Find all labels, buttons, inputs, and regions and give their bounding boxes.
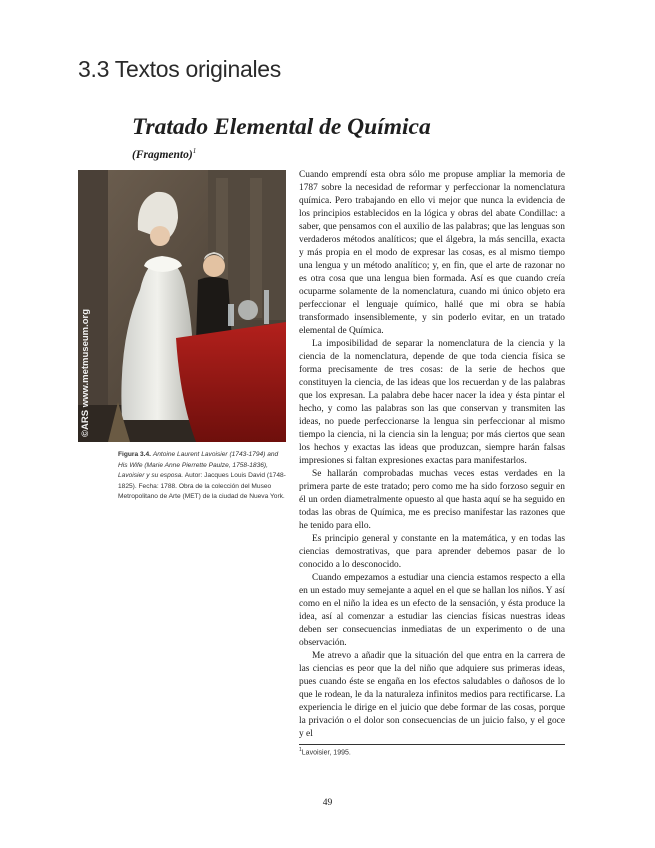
footnote — [299, 747, 351, 756]
figure-caption-title: Antoine Laurent Lavoisier (1743-1794) and His Wife (Marie Anne Pierrette Paulze, 1758-1836), Lavoisier y su esposa. — [118, 451, 279, 479]
paragraph: Me atrevo a añadir que la situación del que entra en la carrera de las ciencias es peor que la del niño que adquiere sus primeras ideas, pues cuando éste se engaña en los efectos saludables o dañosos de lo que le rodean, le da la naturaleza infinitos medios para rectificarse. La experiencia le dirige en el juicio que debe formar de las cosas, porque la privación o el dolor son consecuencias de un juicio falso, y el goce y el — [299, 651, 565, 739]
subtitle-text: (Fragmento) — [132, 148, 193, 161]
page-number: 49 — [322, 798, 333, 808]
section-heading: 3.3 Textos originales — [78, 56, 281, 82]
footnote-divider — [299, 744, 565, 745]
document-title: Tratado Elemental de Química — [132, 114, 431, 140]
painting-illustration — [78, 170, 286, 442]
figure-label: Figura 3.4. — [118, 451, 151, 458]
paragraph: Cuando emprendí esta obra sólo me propuse ampliar la memoria de 1787 sobre la necesidad de reformar y perfeccionar la nomenclatura química. Pero trabajando en ello vi mejor que nunca la evidencia de los principios establecidos en la lógica y obras del abate Condillac: a saber, que pensamos con el auxilio de las palabras; que las lenguas son verdaderos métodos analíticos; que el álgebra, la más sencilla, exacta y más propia en el modo de expresar las cosas, es al mismo tiempo una lengua y un método analítico; y, en fin, que el arte de razonar no es otra cosa que una lengua bien formada. Así es que cuando creía ocuparme solamente de la nomenclatura, cuando mi único objeto era perfeccionar el lenguaje químico, hallé que mi obra se había transformado insensiblemente, y sin poderlo evitar, en un tratado elemental de Química. — [299, 170, 565, 336]
paragraph: Cuando empezamos a estudiar una ciencia estamos respecto a ella en un estado muy semejante a aquel en el que se hallan los niños. Y así como en el niño la idea es un efecto de la sensación, y ésta produce la idea, así al comenzar a estudiar las ciencias físicas nuestras ideas deben ser consecuencias inmediatas de un experimento o de una observación. — [299, 573, 565, 648]
document-subtitle — [132, 147, 196, 161]
figure-caption — [118, 450, 286, 503]
paragraph: Se hallarán comprobadas muchas veces estas verdades en la primera parte de este tratado; pero como me ha sido forzoso seguir en él un orden diametralmente opuesto al que hasta aquí se ha seguido en todas las obras de Química, me es preciso manifestar las razones que he tenido para ello. — [299, 469, 565, 531]
subtitle-footnote-marker: 1 — [192, 147, 197, 155]
footnote-marker: 1 — [299, 747, 302, 753]
image-credit: ©ARS www.metmuseum.org — [80, 308, 91, 437]
paragraph: La imposibilidad de separar la nomenclatura de la ciencia y la ciencia de la nomenclatura, depende de que toda ciencia física se forma precisamente de tres cosas: de la serie de hechos que constituyen la ciencia, de las ideas que los recuerdan y de las palabras que los expresan. La palabra debe hacer nacer la idea y ésta pintar el hecho, y como las palabras son las que conservan y transmiten las ideas, no puede perfeccionarse la lengua sin perfeccionar al mismo tiempo la ciencia, ni la ciencia sin la lengua; por más ciertos que sean los hechos y exactas las ideas que produzcan, siempre harán falsas impresiones si faltan expresiones exactas para manifestarlos. — [299, 339, 565, 466]
painting-image — [78, 170, 286, 442]
footnote-text: Lavoisier, 1995. — [301, 749, 351, 757]
figure-caption-details: Autor: Jacques Louis David (1748-1825). Fecha: 1788. Obra de la colección del Museo Metropolitano de Arte (MET) de la ciudad de Nueva York. — [118, 472, 286, 500]
body-text — [299, 169, 565, 741]
paragraph: Es principio general y constante en la matemática, y en todas las ciencias demostrativas, que para aprender debemos pasar de lo conocido a lo desconocido. — [299, 534, 565, 570]
